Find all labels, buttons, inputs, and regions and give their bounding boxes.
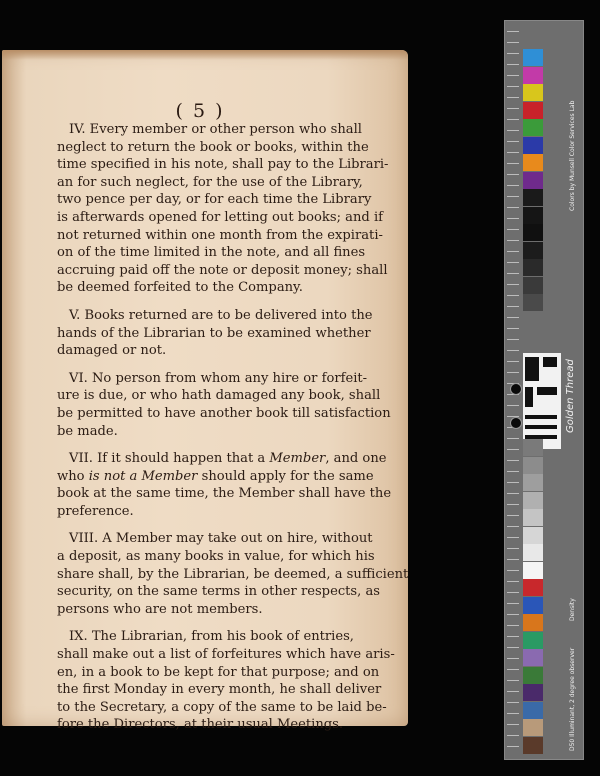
text-line: hands of the Librarian to be examined whether (57, 325, 371, 341)
text-line: en, in a book to be kept for that purpose; and on (57, 664, 380, 680)
text-line: a deposit, as many books in value, for which his (57, 549, 375, 565)
text-line: IX. The Librarian, from his book of entries, (69, 629, 354, 645)
paragraph-viii (57, 530, 409, 618)
resolution-target (523, 353, 561, 449)
strip-hole (510, 383, 522, 395)
text-line: IV. Every member or other person who shall (69, 122, 362, 137)
paragraph-vii (57, 450, 392, 520)
paragraph-vi (57, 370, 391, 440)
color-swatch (523, 84, 543, 101)
color-swatch (523, 242, 543, 259)
text-line: VII. If it should happen that a Member, and one (69, 451, 387, 467)
color-swatch (523, 154, 543, 171)
color-swatch (523, 737, 543, 754)
color-swatch (523, 102, 543, 119)
text-line: accruing paid off the note or deposit money; shall (57, 262, 388, 278)
text-line: who is not a Member should apply for the same (57, 468, 374, 484)
density-label: Density (569, 598, 576, 621)
strip-hole (510, 417, 522, 429)
color-swatch (523, 172, 543, 189)
paragraph-ix (57, 628, 395, 734)
color-swatch (523, 719, 543, 736)
text-line: V. Books returned are to be delivered into the (69, 307, 373, 323)
color-swatch (523, 119, 543, 136)
illuminant-label: D50 Illuminant, 2 degree observer (569, 647, 576, 751)
text-line: is afterwards opened for letting out books; and if (57, 209, 383, 225)
page-text (57, 121, 409, 744)
color-swatch (523, 67, 543, 84)
text-line: neglect to return the book or books, within the (57, 139, 369, 155)
page-number: ( 5 ) (175, 100, 225, 122)
text-line: persons who are not members. (57, 601, 263, 617)
text-line: fore the Directors, at their usual Meetings. (57, 717, 344, 733)
color-swatch (523, 49, 543, 66)
color-swatch (523, 259, 543, 276)
text-line: not returned within one month from the expirati- (57, 227, 383, 243)
vendor-label: Colors by Munsell Color Services Lab (569, 100, 576, 211)
color-swatch (523, 509, 543, 526)
text-line: preference. (57, 503, 134, 519)
color-swatch (523, 492, 543, 509)
color-swatch (523, 667, 543, 684)
text-line: share shall, by the Librarian, be deemed, a sufficient (57, 566, 409, 582)
text-line: on of the time limited in the note, and all fines (57, 245, 366, 261)
brand-label: Golden Thread (565, 359, 576, 433)
color-swatch (523, 277, 543, 294)
color-calibration-strip (504, 20, 584, 760)
color-swatch (523, 189, 543, 206)
text-line: be deemed forfeited to the Company. (57, 280, 303, 296)
text-line: shall make out a list of forfeitures which have aris- (57, 647, 395, 663)
color-swatch (523, 224, 543, 241)
color-swatch (523, 207, 543, 224)
color-swatch (523, 614, 543, 631)
text-line: security, on the same terms in other respects, as (57, 584, 380, 600)
text-line: to the Secretary, a copy of the same to be laid be- (57, 699, 387, 715)
color-swatch (523, 649, 543, 666)
text-line: be made. (57, 423, 118, 439)
paragraph-iv (57, 121, 389, 297)
color-swatch (523, 474, 543, 491)
text-line: VIII. A Member may take out on hire, without (69, 531, 373, 547)
color-swatch (523, 597, 543, 614)
color-swatch (523, 137, 543, 154)
text-line: time specified in his note, shall pay to the Librari- (57, 157, 389, 173)
color-swatch (523, 527, 543, 544)
text-line: damaged or not. (57, 343, 167, 359)
color-swatch (523, 439, 543, 456)
color-swatch (523, 544, 543, 561)
text-line: be permitted to have another book till satisfaction (57, 405, 391, 421)
color-swatch (523, 702, 543, 719)
text-line: ure is due, or who hath damaged any book, shall (57, 388, 381, 404)
color-swatch (523, 457, 543, 474)
text-line: two pence per day, or for each time the Library (57, 192, 372, 208)
paragraph-v (57, 307, 373, 360)
text-line: the first Monday in every month, he shall deliver (57, 682, 382, 698)
text-line: VI. No person from whom any hire or forfeit- (69, 370, 368, 386)
page-edge (2, 50, 408, 60)
color-swatch (523, 562, 543, 579)
book-page (2, 50, 409, 733)
color-swatch (523, 632, 543, 649)
color-swatch (523, 684, 543, 701)
text-line: book at the same time, the Member shall have the (57, 486, 392, 502)
color-swatch (523, 294, 543, 311)
text-line: an for such neglect, for the use of the Library, (57, 174, 363, 190)
color-swatch (523, 579, 543, 596)
